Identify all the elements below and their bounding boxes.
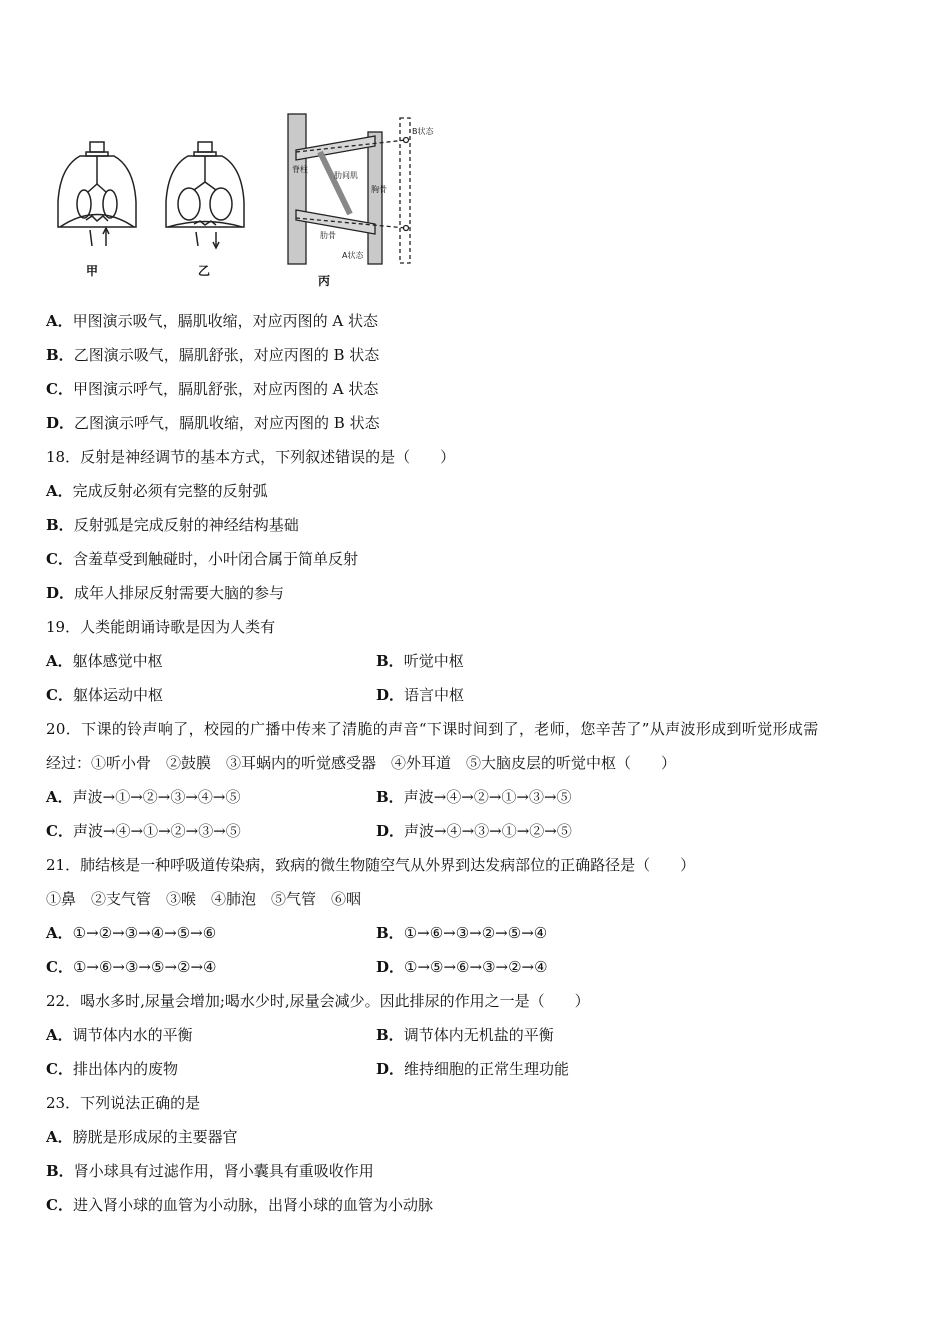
- q19-option-d: D．语言中枢: [376, 686, 465, 704]
- figure-label-jia: 甲: [86, 264, 99, 278]
- q20-option-a: A．声波→①→②→③→④→⑤: [46, 788, 241, 806]
- sternum-label: 胸骨: [371, 185, 387, 194]
- q19-stem: 19．人类能朗诵诗歌是因为人类有: [46, 618, 276, 636]
- q20-option-c: C．声波→④→①→②→③→⑤: [46, 822, 241, 840]
- q19-option-a: A．躯体感觉中枢: [46, 652, 163, 670]
- q23-option-c: C．进入肾小球的血管为小动脉，出肾小球的血管为小动脉: [46, 1196, 433, 1214]
- q19-options-row2: [46, 682, 926, 716]
- q23-stem: 23．下列说法正确的是: [46, 1094, 201, 1112]
- state-b-label: B状态: [412, 127, 434, 136]
- bell-jar-jia: [58, 142, 136, 246]
- q21-option-d: D．①→⑤→⑥→③→②→④: [376, 958, 548, 976]
- figure-label-yi: 乙: [198, 264, 211, 278]
- breathing-model-figure: [50, 112, 470, 292]
- q22-option-a: A．调节体内水的平衡: [46, 1026, 193, 1044]
- bell-jar-yi: [166, 142, 244, 248]
- q21-option-a: A．①→②→③→④→⑤→⑥: [46, 924, 217, 942]
- q18-option-d: D．成年人排尿反射需要大脑的参与: [46, 584, 285, 602]
- q20-stem-line2: 经过：①听小骨 ②鼓膜 ③耳蜗内的听觉感受器 ④外耳道 ⑤大脑皮层的听觉中枢（ ）: [46, 754, 677, 772]
- q21-option-b: B．①→⑥→③→②→⑤→④: [376, 924, 548, 942]
- q20-option-b: B．声波→④→②→①→③→⑤: [376, 788, 572, 806]
- q17-option-b: B．乙图演示吸气，膈肌舒张，对应丙图的 B 状态: [46, 346, 380, 364]
- spine-label: 脊柱: [292, 165, 308, 174]
- q19-option-b: B．听觉中枢: [376, 652, 464, 670]
- breathing-model-diagram: [50, 112, 470, 292]
- q20-option-d: D．声波→④→③→①→②→⑤: [376, 822, 572, 840]
- q22-option-d: D．维持细胞的正常生理功能: [376, 1060, 570, 1078]
- rib-label: 肋骨: [320, 231, 336, 240]
- q22-option-c: C．排出体内的废物: [46, 1060, 178, 1078]
- rib-cage-model-bing: [288, 114, 410, 264]
- intercostal-label: 肋间肌: [334, 171, 358, 180]
- q23-option-a: A．膀胱是形成尿的主要器官: [46, 1128, 238, 1146]
- q21-options-row2: [46, 954, 926, 988]
- q20-options-row1: [46, 784, 926, 818]
- q17-option-c: C．甲图演示呼气，膈肌舒张，对应丙图的 A 状态: [46, 380, 379, 398]
- q18-option-b: B．反射弧是完成反射的神经结构基础: [46, 516, 299, 534]
- q20-options-row2: [46, 818, 926, 852]
- q22-stem: 22．喝水多时,尿量会增加;喝水少时,尿量会减少。因此排尿的作用之一是（ ）: [46, 992, 590, 1010]
- q22-options-row2: [46, 1056, 926, 1090]
- q19-option-c: C．躯体运动中枢: [46, 686, 163, 704]
- q19-options-row1: [46, 648, 926, 682]
- q21-option-c: C．①→⑥→③→⑤→②→④: [46, 958, 217, 976]
- q21-stem: 21．肺结核是一种呼吸道传染病，致病的微生物随空气从外界到达发病部位的正确路径是（ ）: [46, 856, 696, 874]
- question-text: [46, 308, 926, 1226]
- figure-label-bing: 丙: [318, 274, 331, 288]
- q17-option-d: D．乙图演示呼气，膈肌收缩，对应丙图的 B 状态: [46, 414, 380, 432]
- state-a-label: A状态: [342, 251, 364, 260]
- q21-options-row1: [46, 920, 926, 954]
- q22-options-row1: [46, 1022, 926, 1056]
- q18-option-c: C．含羞草受到触碰时，小叶闭合属于简单反射: [46, 550, 358, 568]
- q18-option-a: A．完成反射必须有完整的反射弧: [46, 482, 268, 500]
- q22-option-b: B．调节体内无机盐的平衡: [376, 1026, 554, 1044]
- q20-stem-line1: 20．下课的铃声响了，校园的广播中传来了清脆的声音“下课时间到了，老师，您辛苦了”从声波形成到听觉形成需: [46, 720, 819, 738]
- q17-option-a: A．甲图演示吸气，膈肌收缩，对应丙图的 A 状态: [46, 312, 379, 330]
- q23-option-b: B．肾小球具有过滤作用，肾小囊具有重吸收作用: [46, 1162, 374, 1180]
- q21-items: ①鼻 ②支气管 ③喉 ④肺泡 ⑤气管 ⑥咽: [46, 890, 362, 908]
- q18-stem: 18．反射是神经调节的基本方式，下列叙述错误的是（ ）: [46, 448, 456, 466]
